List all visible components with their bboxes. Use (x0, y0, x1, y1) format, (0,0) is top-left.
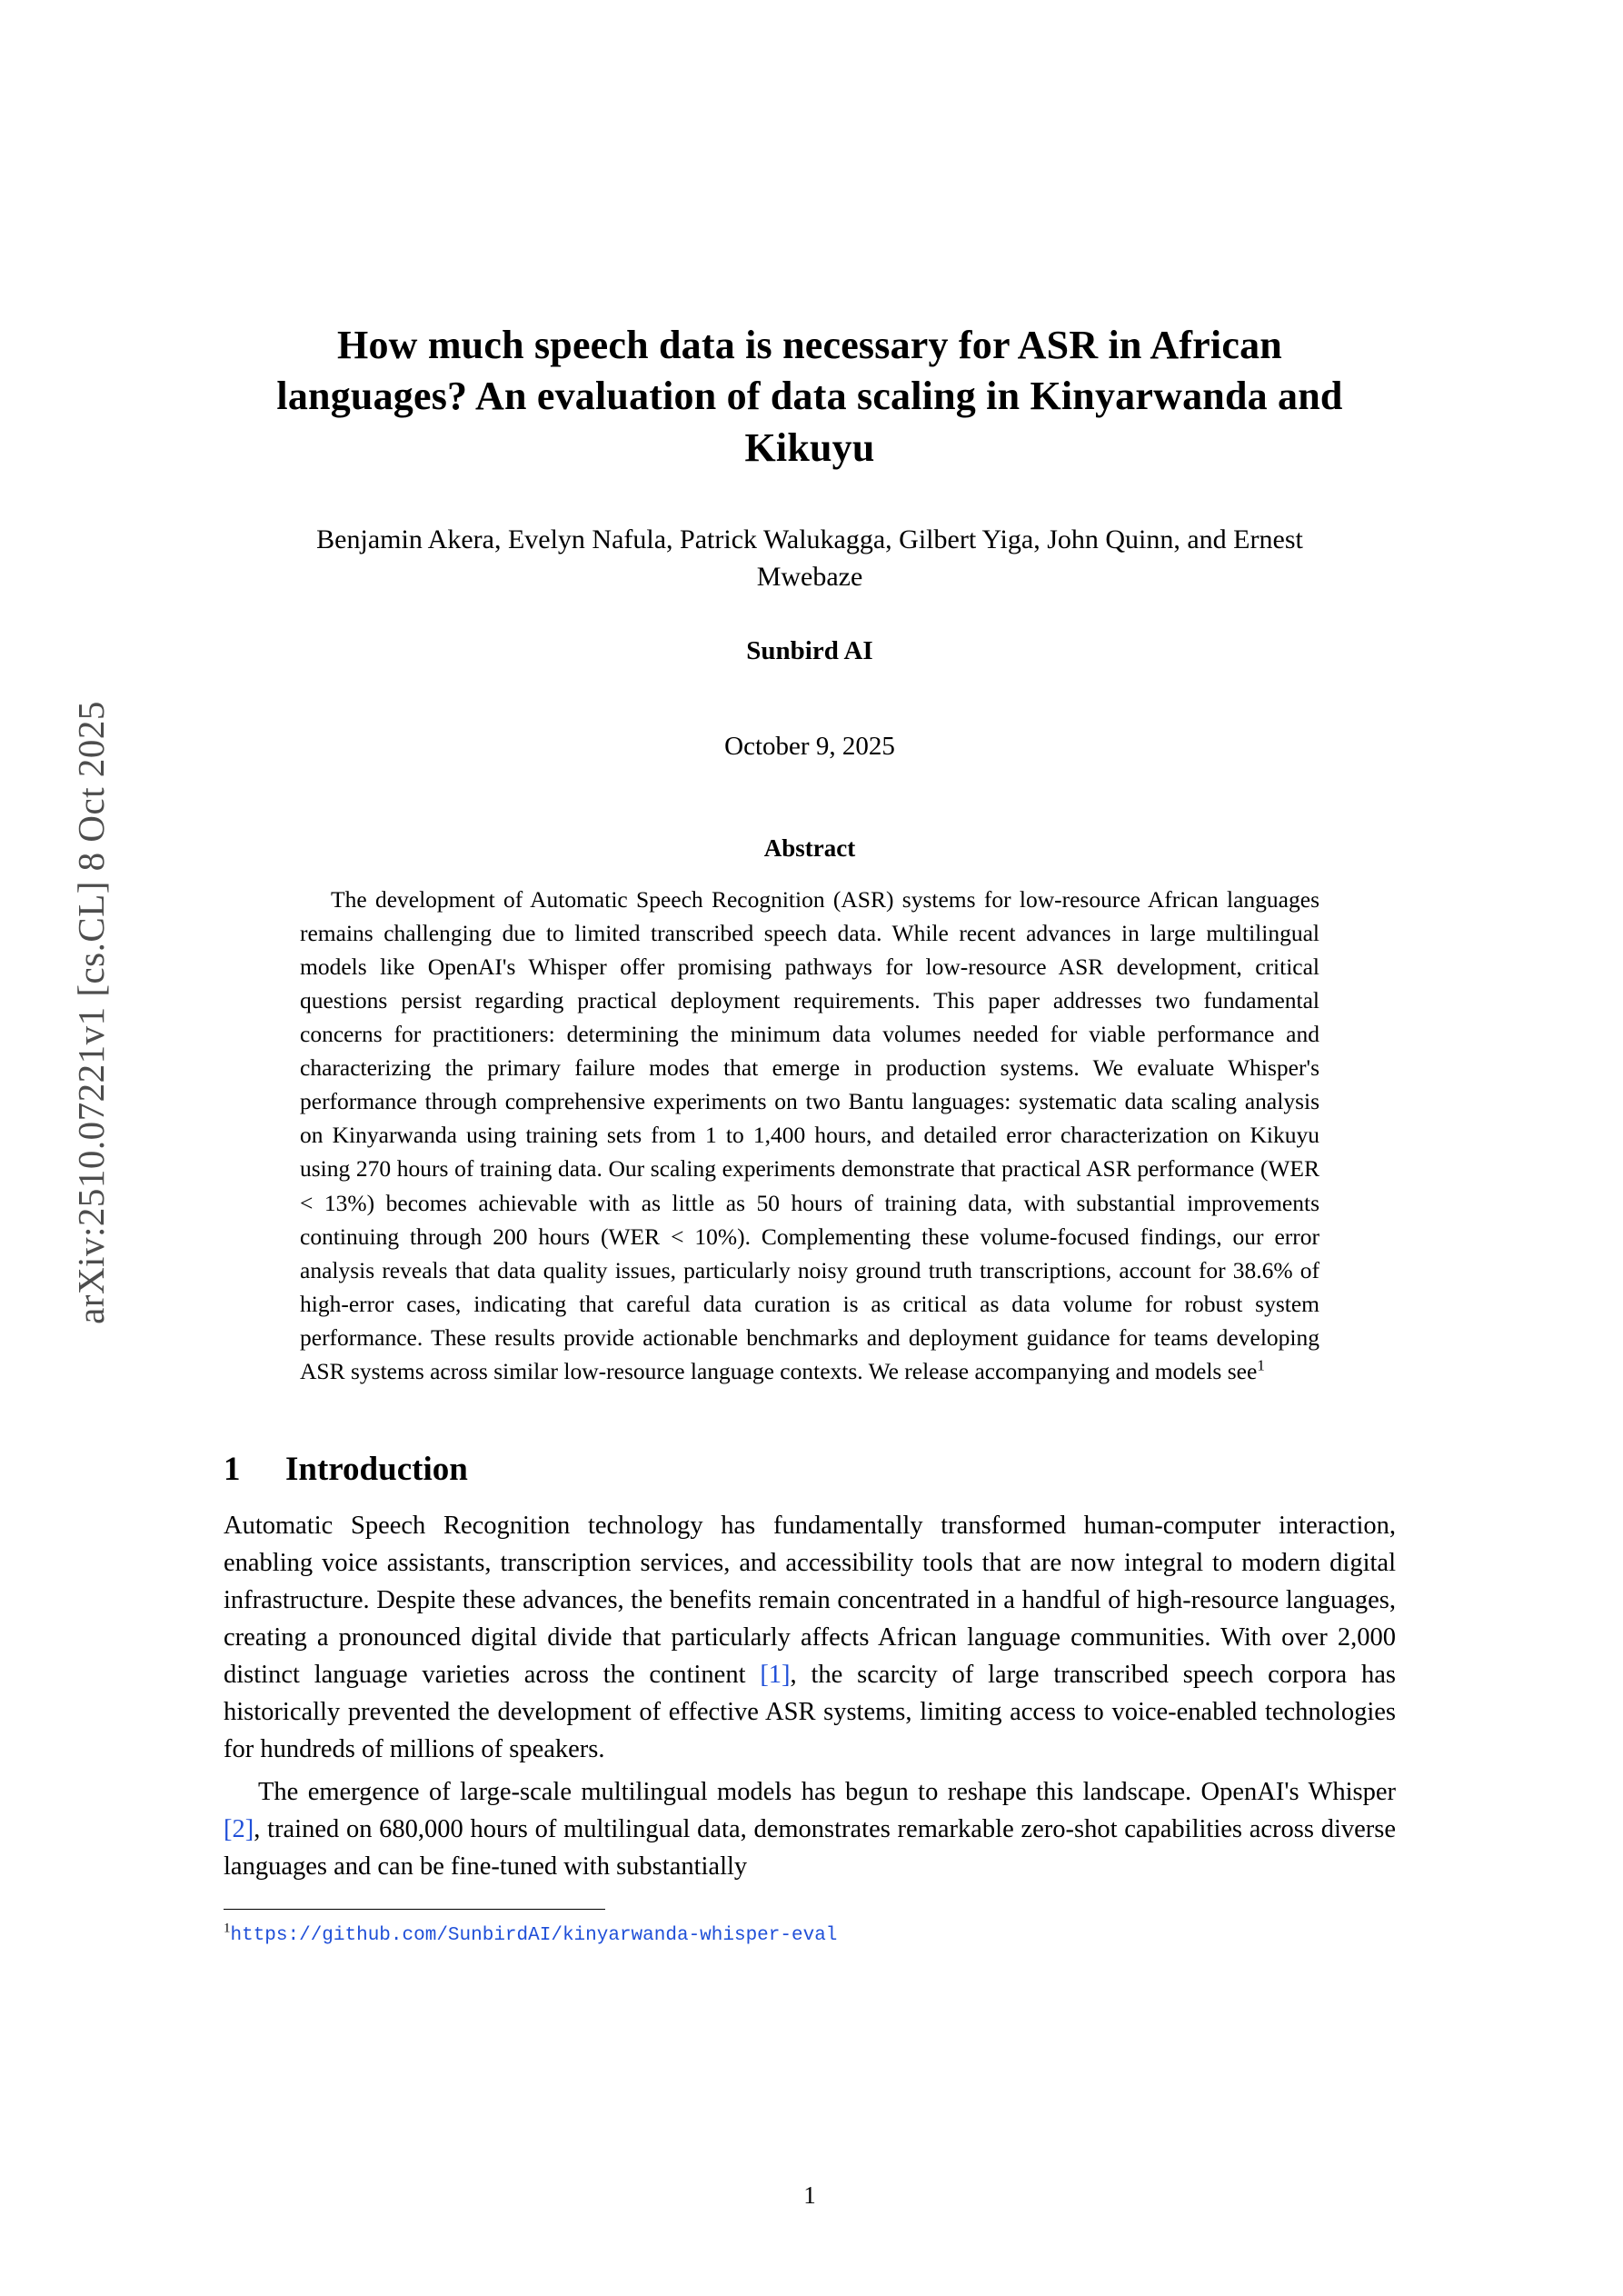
abstract-text: The development of Automatic Speech Recognition (ASR) systems for low-resource African languages remains challenging due to limited transcribed speech data. While recent advances in large multilingual models like OpenAI's Whisper offer promising pathways for low-resource ASR development, critical questions persist regarding practical deployment requirements. This paper addresses two fundamental concerns for practitioners: determining the minimum data volumes needed for viable performance and characterizing the primary failure modes that emerge in production systems. We evaluate Whisper's performance through comprehensive experiments on two Bantu languages: systematic data scaling analysis on Kinyarwanda using training sets from 1 to 1,400 hours, and detailed error characterization on Kikuyu using 270 hours of training data. Our scaling experiments demonstrate that practical ASR performance (WER < 13%) becomes achievable with as little as 50 hours of training data, with substantial improvements continuing through 200 hours (WER < 10%). Complementing these volume-focused findings, our error analysis reveals that data quality issues, particularly noisy ground truth transcriptions, account for 38.6% of high-error cases, indicating that careful data curation is as critical as data volume for robust system performance. These results provide actionable benchmarks and deployment guidance for teams developing ASR systems across similar low-resource language contexts. We release accompanying and models see (300, 885, 1319, 1385)
abstract-body (300, 883, 1319, 1388)
paragraph-2 (224, 1773, 1396, 1885)
paragraph-1-text-b: , the scarcity of large transcribed speech corpora has historically prevented the development of effective ASR systems, limiting access to voice-enabled technologies for hundreds of millions of speakers. (224, 1661, 1396, 1764)
footnote-link[interactable]: https://github.com/SunbirdAI/kinyarwanda-whisper-eval (230, 1925, 838, 1947)
citation-link-1[interactable]: [1] (760, 1661, 791, 1690)
paragraph-2-text-a: The emergence of large-scale multilingual models has begun to reshape this landscape. OpenAI's Whisper (258, 1778, 1396, 1807)
paragraph-1-text-a: Automatic Speech Recognition technology has fundamentally transformed human-computer interaction, enabling voice assistants, transcription services, and accessibility tools that are now integral to modern digital infrastructure. Despite these advances, the benefits remain concentrated in a handful of high-resource languages, creating a pronounced digital divide that particularly affects African language communities. With over 2,000 distinct language varieties across the continent (224, 1512, 1396, 1690)
page-title: How much speech data is necessary for ASR in African languages? An evaluation of data scaling in Kinyarwanda and Kikuyu (276, 323, 1343, 470)
page-number: 1 (803, 2181, 816, 2209)
footnote (224, 1921, 1396, 1948)
abstract-footnote-marker: 1 (1257, 1356, 1265, 1374)
author-list: Benjamin Akera, Evelyn Nafula, Patrick Walukagga, Gilbert Yiga, John Quinn, and Ernest Mwebaze (316, 524, 1303, 593)
arxiv-stamp-text: arXiv:2510.07221v1 [cs.CL] 8 Oct 2025 (70, 701, 112, 1324)
arxiv-stamp (0, 0, 145, 2296)
citation-link-2[interactable]: [2] (224, 1815, 254, 1844)
affiliation: Sunbird AI (746, 635, 873, 665)
publication-date: October 9, 2025 (724, 731, 895, 761)
paragraph-2-text-b: , trained on 680,000 hours of multilingual data, demonstrates remarkable zero-shot capabilities across diverse languages and can be fine-tuned with substantially (224, 1815, 1396, 1882)
abstract-heading: Abstract (763, 834, 856, 862)
section-number: 1 (224, 1451, 241, 1489)
footnote-divider (224, 1909, 605, 1910)
footnote-marker: 1 (224, 1922, 231, 1937)
paragraph-1 (224, 1507, 1396, 1768)
section-heading-introduction (224, 1450, 1396, 1489)
paper-page (224, 0, 1396, 2296)
section-title: Introduction (285, 1451, 468, 1489)
